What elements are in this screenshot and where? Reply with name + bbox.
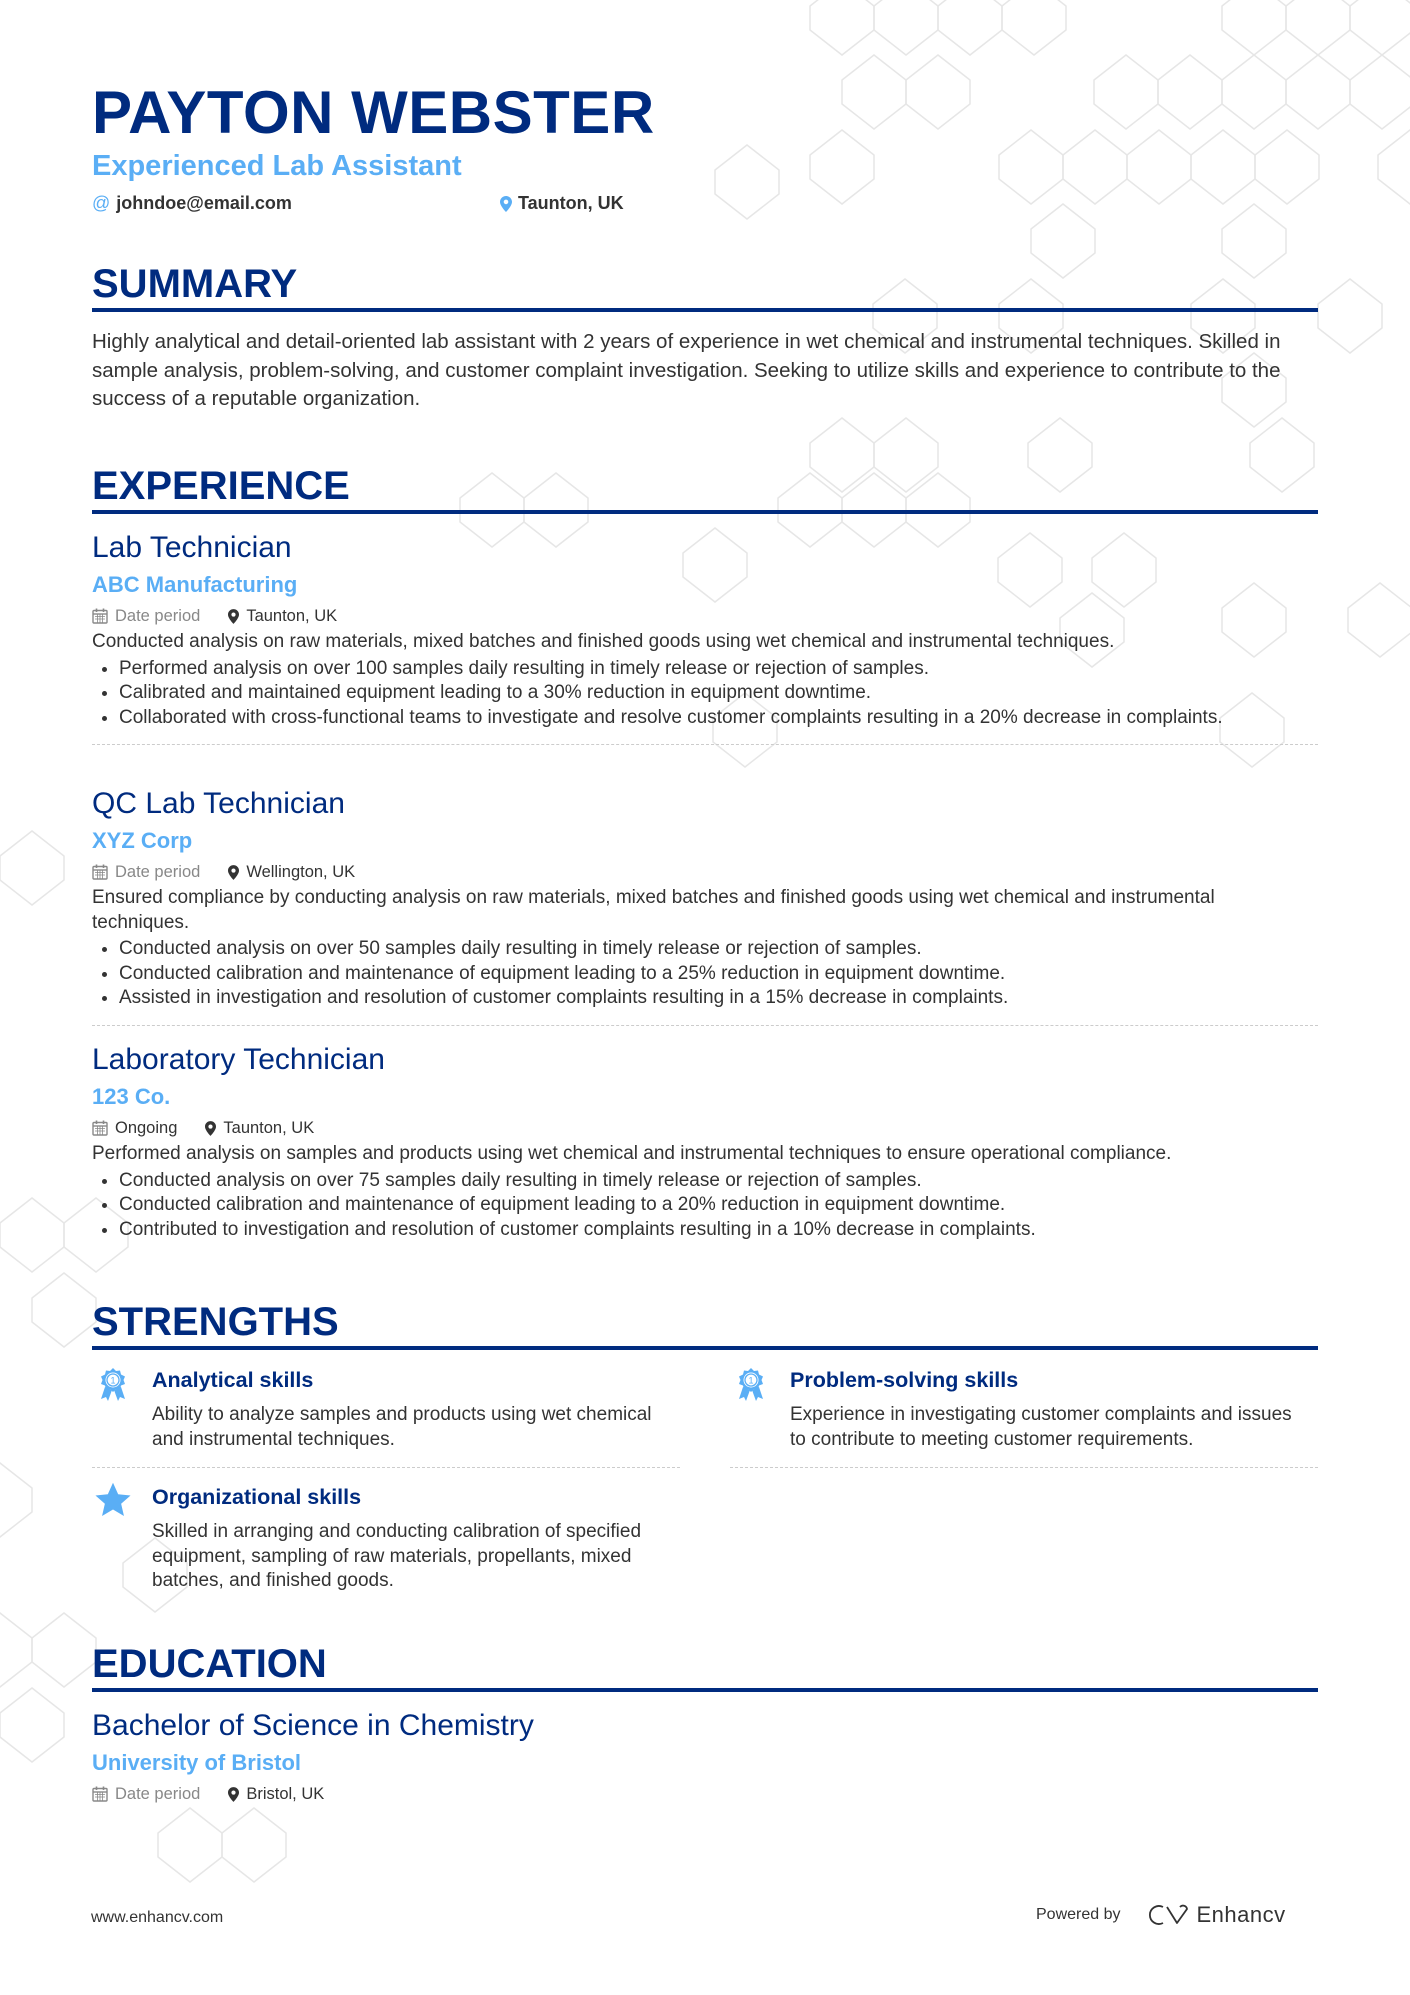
- education-entry: [92, 1706, 1318, 1808]
- job-meta: [92, 858, 1318, 886]
- job-meta: [92, 1114, 1318, 1142]
- strength-description: Ability to analyze samples and products using wet chemical and instrumental techniques.: [152, 1404, 652, 1450]
- experience-entry: [92, 528, 1318, 745]
- section-heading-experience: EXPERIENCE: [92, 462, 1318, 514]
- calendar-icon: [92, 608, 108, 624]
- calendar-icon: [92, 1786, 108, 1802]
- footer-website-link[interactable]: www.enhancv.com: [91, 1909, 224, 1926]
- job-title: Laboratory Technician: [92, 1043, 385, 1076]
- job-title: Lab Technician: [92, 531, 292, 564]
- bullet-item: • Conducted analysis on over 50 samples daily resulting in timely release or rejection of samples.: [119, 937, 1318, 962]
- school-name: University of Bristol: [92, 1750, 302, 1775]
- award-ribbon-icon: [98, 1367, 128, 1403]
- degree: Bachelor of Science in Chemistry: [92, 1709, 534, 1742]
- bullet-item: • Conducted calibration and maintenance of equipment leading to a 25% reduction in equipment downtime.: [119, 962, 1318, 987]
- contact-location: [500, 193, 624, 214]
- star-icon: [94, 1482, 132, 1518]
- summary-text: Highly analytical and detail-oriented lab assistant with 2 years of experience in wet chemical and instrumental techniques. Skilled in sample analysis, problem-solving, and customer complaint investigation. Seeking to utilize skills and experience to contribute to the success of a reputable organization.: [92, 330, 1281, 410]
- job-description: Conducted analysis on raw materials, mixed batches and finished goods using wet chemical and instrumental techniques.: [92, 631, 1115, 652]
- section-heading-education: EDUCATION: [92, 1640, 1318, 1692]
- bullet-item: • Calibrated and maintained equipment leading to a 30% reduction in equipment downtime.: [119, 681, 1318, 706]
- at-icon: @: [92, 193, 111, 213]
- calendar-icon: [92, 864, 108, 880]
- strength-description: Experience in investigating customer complaints and issues to contribute to meeting customer requirements.: [790, 1404, 1292, 1450]
- bullet-item: • Conducted calibration and maintenance of equipment leading to a 20% reduction in equipment downtime.: [119, 1193, 1318, 1218]
- job-description: Performed analysis on samples and products using wet chemical and instrumental techniques to ensure operational compliance.: [92, 1143, 1172, 1164]
- experience-entry: [92, 1040, 1318, 1242]
- job-meta: [92, 602, 1318, 630]
- job-location: Wellington, UK: [228, 858, 355, 886]
- strength-title: Analytical skills: [152, 1368, 314, 1392]
- job-bullets: [92, 657, 1318, 731]
- bullet-item: • Performed analysis on over 100 samples daily resulting in timely release or rejection of samples.: [119, 657, 1318, 682]
- job-date: Date period: [92, 858, 200, 886]
- candidate-title: Experienced Lab Assistant: [92, 150, 462, 182]
- calendar-icon: [92, 1120, 108, 1136]
- map-pin-icon: [205, 1121, 216, 1136]
- enhancv-brand-text: Enhancv: [1196, 1902, 1286, 1927]
- bullet-item: • Collaborated with cross-functional teams to investigate and resolve customer complaints resulting in a 20% decrease in complaints.: [119, 706, 1318, 731]
- powered-by-label: Powered by: [1036, 1906, 1121, 1923]
- strength-title: Problem-solving skills: [790, 1368, 1019, 1392]
- company-name: 123 Co.: [92, 1084, 171, 1109]
- candidate-name: PAYTON WEBSTER: [92, 79, 655, 146]
- strength-description: Skilled in arranging and conducting calibration of specified equipment, sampling of raw materials, propellants, mixed batches, and finished goods.: [152, 1521, 642, 1591]
- bullet-item: • Contributed to investigation and resolution of customer complaints resulting in a 10% decrease in complaints.: [119, 1218, 1318, 1243]
- footer-powered-by[interactable]: [1036, 1902, 1286, 1928]
- map-pin-icon: [228, 865, 239, 880]
- strength-item: [730, 1365, 1318, 1468]
- job-title: QC Lab Technician: [92, 787, 345, 820]
- section-heading-strengths: STRENGTHS: [92, 1298, 1318, 1350]
- award-ribbon-icon: [736, 1367, 766, 1403]
- job-location: Taunton, UK: [205, 1114, 314, 1142]
- map-pin-icon: [228, 1787, 239, 1802]
- job-date: Ongoing: [92, 1114, 177, 1142]
- map-pin-icon: [228, 609, 239, 624]
- bullet-item: • Conducted analysis on over 75 samples daily resulting in timely release or rejection of samples.: [119, 1169, 1318, 1194]
- contact-email[interactable]: [92, 193, 500, 214]
- education-date: Date period: [92, 1780, 200, 1808]
- job-description: Ensured compliance by conducting analysis on raw materials, mixed batches and finished goods using wet chemical and instrumental techniques.: [92, 887, 1215, 933]
- job-bullets: [92, 1169, 1318, 1243]
- section-heading-summary: SUMMARY: [92, 260, 1318, 312]
- enhancv-logo-icon: [1147, 1903, 1193, 1927]
- svg-text:1: 1: [748, 1375, 754, 1386]
- education-meta: [92, 1780, 1318, 1808]
- svg-text:1: 1: [110, 1375, 116, 1386]
- contact-info: [92, 193, 624, 214]
- strength-title: Organizational skills: [152, 1485, 362, 1509]
- job-date: Date period: [92, 602, 200, 630]
- company-name: XYZ Corp: [92, 828, 193, 853]
- strength-item: [92, 1482, 680, 1602]
- map-pin-icon: [500, 196, 512, 212]
- job-location: Taunton, UK: [228, 602, 337, 630]
- strength-item: [92, 1365, 680, 1468]
- experience-entry: [92, 784, 1318, 1026]
- bullet-item: • Assisted in investigation and resolution of customer complaints resulting in a 15% decrease in complaints.: [119, 986, 1318, 1011]
- company-name: ABC Manufacturing: [92, 572, 298, 597]
- email-text: johndoe@email.com: [116, 193, 292, 213]
- education-location: Bristol, UK: [228, 1780, 324, 1808]
- job-bullets: [92, 937, 1318, 1011]
- location-text: Taunton, UK: [518, 193, 624, 213]
